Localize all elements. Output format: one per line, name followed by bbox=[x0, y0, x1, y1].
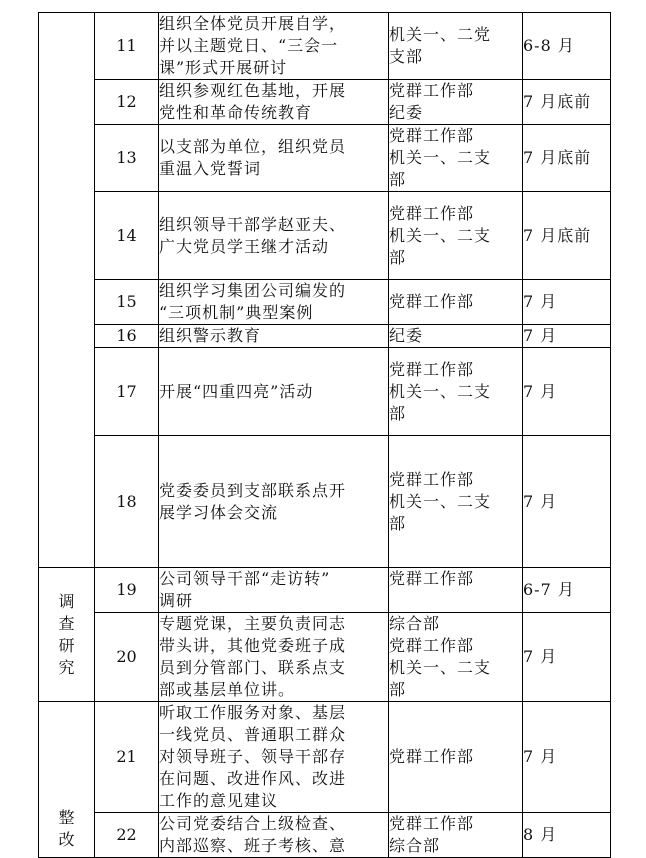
category-label: 调查研究 bbox=[58, 591, 75, 677]
category-survey bbox=[39, 568, 95, 702]
responsible-dept: 党群工作部 机关一、二支 部 bbox=[389, 125, 523, 192]
task-content: 组织学习集团公司编发的 “三项机制”典型案例 bbox=[159, 280, 389, 325]
deadline: 7 月 bbox=[523, 436, 611, 568]
deadline: 7 月 bbox=[523, 325, 611, 348]
table-row bbox=[39, 813, 611, 858]
row-number: 21 bbox=[95, 702, 159, 813]
responsible-dept: 纪委 bbox=[389, 325, 523, 348]
table-row bbox=[39, 613, 611, 702]
deadline: 7 月底前 bbox=[523, 125, 611, 192]
row-number: 15 bbox=[95, 280, 159, 325]
row-number: 11 bbox=[95, 13, 159, 80]
responsible-dept: 党群工作部 机关一、二支 部 bbox=[389, 348, 523, 436]
table-row bbox=[39, 13, 611, 80]
task-table bbox=[38, 12, 611, 858]
task-content: 组织全体党员开展自学， 并以主题党日、“三会一 课”形式开展研讨 bbox=[159, 13, 389, 80]
category-cell-blank bbox=[39, 13, 95, 568]
deadline: 6-8 月 bbox=[523, 13, 611, 80]
table-row bbox=[39, 80, 611, 125]
task-content: 党委委员到支部联系点开 展学习体会交流 bbox=[159, 436, 389, 568]
category-label: 整改 bbox=[58, 808, 75, 849]
row-number: 19 bbox=[95, 568, 159, 613]
category-rectify bbox=[39, 702, 95, 858]
task-content: 开展“四重四亮”活动 bbox=[159, 348, 389, 436]
row-number: 14 bbox=[95, 192, 159, 280]
task-content: 以支部为单位，组织党员 重温入党誓词 bbox=[159, 125, 389, 192]
deadline: 7 月 bbox=[523, 613, 611, 702]
responsible-dept: 机关一、二党 支部 bbox=[389, 13, 523, 80]
task-content: 公司领导干部“走访转” 调研 bbox=[159, 568, 389, 613]
responsible-dept: 党群工作部 bbox=[389, 568, 523, 613]
row-number: 17 bbox=[95, 348, 159, 436]
row-number: 16 bbox=[95, 325, 159, 348]
responsible-dept: 综合部 党群工作部 机关一、二支 部 bbox=[389, 613, 523, 702]
task-content: 组织领导干部学赵亚夫、 广大党员学王继才活动 bbox=[159, 192, 389, 280]
task-content: 听取工作服务对象、基层 一线党员、普通职工群众 对领导班子、领导干部存 在问题、改进作风、改进 工作的意见建议 bbox=[159, 702, 389, 813]
row-number: 18 bbox=[95, 436, 159, 568]
task-content: 组织参观红色基地，开展 党性和革命传统教育 bbox=[159, 80, 389, 125]
deadline: 8 月 bbox=[523, 813, 611, 858]
table-row bbox=[39, 702, 611, 813]
row-number: 22 bbox=[95, 813, 159, 858]
responsible-dept: 党群工作部 机关一、二支 部 bbox=[389, 192, 523, 280]
table-row bbox=[39, 568, 611, 613]
deadline: 7 月 bbox=[523, 348, 611, 436]
deadline: 7 月 bbox=[523, 702, 611, 813]
table-row bbox=[39, 125, 611, 192]
deadline: 6-7 月 bbox=[523, 568, 611, 613]
table-row bbox=[39, 436, 611, 568]
row-number: 13 bbox=[95, 125, 159, 192]
row-number: 20 bbox=[95, 613, 159, 702]
table-row bbox=[39, 192, 611, 280]
responsible-dept: 党群工作部 纪委 bbox=[389, 80, 523, 125]
responsible-dept: 党群工作部 机关一、二支 部 bbox=[389, 436, 523, 568]
task-content: 专题党课，主要负责同志 带头讲，其他党委班子成 员到分管部门、联系点支 部或基层单位讲。 bbox=[159, 613, 389, 702]
table-row bbox=[39, 348, 611, 436]
deadline: 7 月 bbox=[523, 280, 611, 325]
row-number: 12 bbox=[95, 80, 159, 125]
deadline: 7 月底前 bbox=[523, 192, 611, 280]
task-content: 组织警示教育 bbox=[159, 325, 389, 348]
table-row bbox=[39, 325, 611, 348]
deadline: 7 月底前 bbox=[523, 80, 611, 125]
table-row bbox=[39, 280, 611, 325]
task-content: 公司党委结合上级检查、 内部巡察、班子考核、意 bbox=[159, 813, 389, 858]
responsible-dept: 党群工作部 bbox=[389, 702, 523, 813]
responsible-dept: 党群工作部 bbox=[389, 280, 523, 325]
responsible-dept: 党群工作部 综合部 bbox=[389, 813, 523, 858]
